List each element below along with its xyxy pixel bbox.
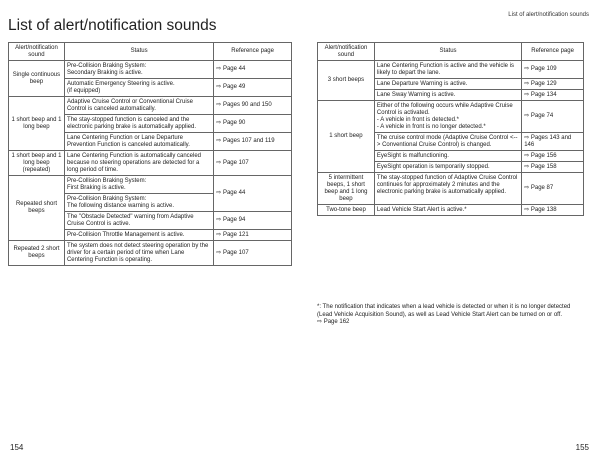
status-cell — [64, 194, 213, 212]
running-header: List of alert/notification sounds — [508, 12, 589, 18]
status-cell — [64, 176, 213, 194]
page-number-left: 154 — [10, 443, 24, 452]
sound-cell: Two-tone beep — [318, 205, 375, 216]
footnote — [317, 304, 585, 327]
table-row — [318, 101, 584, 133]
status-cell: Lead Vehicle Start Alert is active.* — [374, 205, 521, 216]
table-header-row — [318, 43, 584, 61]
table-header-row — [9, 43, 292, 61]
status-cell — [374, 101, 521, 133]
reference-link[interactable]: ⇨ Page 109 — [522, 61, 584, 79]
status-cell: Pre-Collision Throttle Management is active. — [64, 230, 213, 241]
status-cell: Lane Centering Function or Lane Departure Prevention Function is canceled automatically. — [64, 133, 213, 151]
status-cell: Lane Sway Warning is active. — [374, 90, 521, 101]
status-line: (if equipped) — [66, 87, 101, 94]
reference-link[interactable]: ⇨ Page 44 — [214, 61, 292, 79]
status-cell: Adaptive Cruise Control or Conventional Cruise Control is canceled automatically. — [64, 97, 213, 115]
header-reference: Reference page — [214, 43, 292, 61]
sound-cell: 1 short beep — [318, 101, 375, 173]
table-row — [318, 205, 584, 216]
reference-link[interactable]: ⇨ Page 129 — [522, 79, 584, 90]
table-row — [318, 61, 584, 79]
table-row — [318, 173, 584, 205]
table-row — [9, 151, 292, 176]
status-line: First Braking is active. — [66, 184, 126, 191]
page-title: List of alert/notification sounds — [8, 17, 217, 34]
sound-cell: 5 intermittent beeps, 1 short beep and 1 long beep — [318, 173, 375, 205]
sound-cell: 3 short beeps — [318, 61, 375, 101]
status-cell: EyeSight is malfunctioning. — [374, 151, 521, 162]
status-cell: EyeSight operation is temporarily stopped. — [374, 162, 521, 173]
sound-cell: 1 short beep and 1 long beep (repeated) — [9, 151, 65, 176]
sound-cell: Single continuous beep — [9, 61, 65, 97]
sound-cell: Repeated short beeps — [9, 176, 65, 241]
status-cell: The system does not detect steering operation by the driver for a certain period of time when Lane Centering Function is operating. — [64, 241, 213, 266]
status-cell: The "Obstacle Detected" warning from Adaptive Cruise Control is active. — [64, 212, 213, 230]
status-cell: Lane Centering Function is active and the vehicle is likely to depart the lane. — [374, 61, 521, 79]
footnote-reference-link[interactable]: ⇨ Page 162 — [317, 319, 350, 325]
reference-link[interactable]: ⇨ Pages 90 and 150 — [214, 97, 292, 115]
table-row — [9, 176, 292, 194]
reference-link[interactable]: ⇨ Page 156 — [522, 151, 584, 162]
alert-sounds-table-left — [8, 42, 292, 266]
status-line: Pre-Collision Braking System: — [66, 195, 147, 202]
status-cell: Lane Centering Function is automatically canceled because no steering operations are detected for a long period of time. — [64, 151, 213, 176]
status-line: - A vehicle in front is detected.* — [376, 116, 459, 123]
reference-link[interactable]: ⇨ Pages 107 and 119 — [214, 133, 292, 151]
header-status: Status — [64, 43, 213, 61]
status-cell: The stay-stopped function of Adaptive Cruise Control continues for approximately 2 minutes and the electronic parking brake is automatically applied. — [374, 173, 521, 205]
status-line: Secondary Braking is active. — [66, 69, 143, 76]
status-line: The following distance warning is active. — [66, 202, 174, 209]
status-line: Pre-Collision Braking System: — [66, 62, 147, 69]
status-line: - A vehicle in front is no longer detected.* — [376, 123, 486, 130]
status-cell: The cruise control mode (Adaptive Cruise Control <--> Conventional Cruise Control) is changed. — [374, 133, 521, 151]
reference-link[interactable]: ⇨ Page 107 — [214, 241, 292, 266]
reference-link[interactable]: ⇨ Page 74 — [522, 101, 584, 133]
header-status: Status — [374, 43, 521, 61]
reference-link[interactable]: ⇨ Page 134 — [522, 90, 584, 101]
reference-link[interactable]: ⇨ Page 44 — [214, 176, 292, 212]
sound-cell: 1 short beep and 1 long beep — [9, 97, 65, 151]
status-line: Pre-Collision Braking System: — [66, 177, 147, 184]
reference-link[interactable]: ⇨ Page 121 — [214, 230, 292, 241]
status-cell — [64, 61, 213, 79]
table-row — [9, 61, 292, 79]
reference-link[interactable]: ⇨ Page 87 — [522, 173, 584, 205]
reference-link[interactable]: ⇨ Page 158 — [522, 162, 584, 173]
table-row — [9, 97, 292, 115]
page-number-right: 155 — [575, 443, 589, 452]
status-cell: The stay-stopped function is canceled and the electronic parking brake is automatically applied. — [64, 115, 213, 133]
status-line: Automatic Emergency Steering is active. — [66, 80, 175, 87]
status-cell — [64, 79, 213, 97]
sound-cell: Repeated 2 short beeps — [9, 241, 65, 266]
reference-link[interactable]: ⇨ Page 138 — [522, 205, 584, 216]
reference-link[interactable]: ⇨ Page 94 — [214, 212, 292, 230]
header-sound: Alert/notification sound — [318, 43, 375, 61]
header-sound: Alert/notification sound — [9, 43, 65, 61]
table-row — [9, 241, 292, 266]
header-reference: Reference page — [522, 43, 584, 61]
status-cell: Lane Departure Warning is active. — [374, 79, 521, 90]
reference-link[interactable]: ⇨ Page 107 — [214, 151, 292, 176]
status-line: Either of the following occurs while Adaptive Cruise Control is activated. — [376, 102, 513, 116]
reference-link[interactable]: ⇨ Pages 143 and 146 — [522, 133, 584, 151]
reference-link[interactable]: ⇨ Page 49 — [214, 79, 292, 97]
footnote-text: *: The notification that indicates when a lead vehicle is detected or when it is no longer detected (Lead Vehicle Acquisition Sound), as well as Lead Vehicle Start Alert can be turned on or off. — [317, 304, 571, 318]
alert-sounds-table-right — [317, 42, 584, 216]
reference-link[interactable]: ⇨ Page 90 — [214, 115, 292, 133]
